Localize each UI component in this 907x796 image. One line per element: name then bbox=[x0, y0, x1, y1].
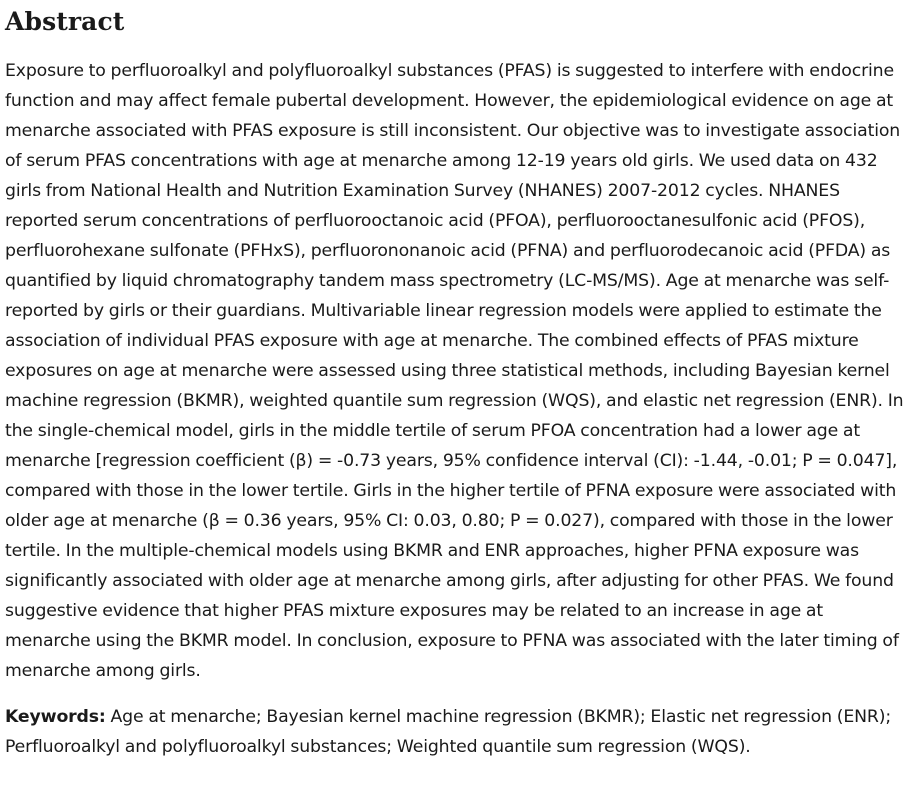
abstract-heading: Abstract bbox=[5, 7, 125, 36]
abstract-section bbox=[5, 0, 905, 762]
keywords-text: Age at menarche; Bayesian kernel machine regression (BKMR); Elastic net regression (ENR); Perfluoroalkyl and polyfluoroalkyl substances; Weighted quantile sum regression (WQS). bbox=[5, 707, 891, 757]
abstract-body: Exposure to perfluoroalkyl and polyfluoroalkyl substances (PFAS) is suggested to interfere with endocrine function and may affect female pubertal development. However, the epidemiological evidence on age at menarche associated with PFAS exposure is still inconsistent. Our objective was to investigate association of serum PFAS concentrations with age at menarche among 12-19 years old girls. We used data on 432 girls from National Health and Nutrition Examination Survey (NHANES) 2007-2012 cycles. NHANES reported serum concentrations of perfluorooctanoic acid (PFOA), perfluorooctanesulfonic acid (PFOS), perfluorohexane sulfonate (PFHxS), perfluorononanoic acid (PFNA) and perfluorodecanoic acid (PFDA) as quantified by liquid chromatography tandem mass spectrometry (LC-MS/MS). Age at menarche was self-reported by girls or their guardians. Multivariable linear regression models were applied to estimate the association of individual PFAS exposure with age at menarche. The combined effects of PFAS mixture exposures on age at menarche were assessed using three statistical methods, including Bayesian kernel machine regression (BKMR), weighted quantile sum regression (WQS), and elastic net regression (ENR). In the single-chemical model, girls in the middle tertile of serum PFOA concentration had a lower age at menarche [regression coefficient (β) = -0.73 years, 95% confidence interval (CI): -1.44, -0.01; P = 0.047], compared with those in the lower tertile. Girls in the higher tertile of PFNA exposure were associated with older age at menarche (β = 0.36 years, 95% CI: 0.03, 0.80; P = 0.027), compared with those in the lower tertile. In the multiple-chemical models using BKMR and ENR approaches, higher PFNA exposure was significantly associated with older age at menarche among girls, after adjusting for other PFAS. We found suggestive evidence that higher PFAS mixture exposures may be related to an increase in age at menarche using the BKMR model. In conclusion, exposure to PFNA was associated with the later timing of menarche among girls. bbox=[5, 61, 904, 681]
keywords-paragraph bbox=[5, 702, 905, 762]
keywords-label: Keywords: bbox=[5, 707, 106, 727]
